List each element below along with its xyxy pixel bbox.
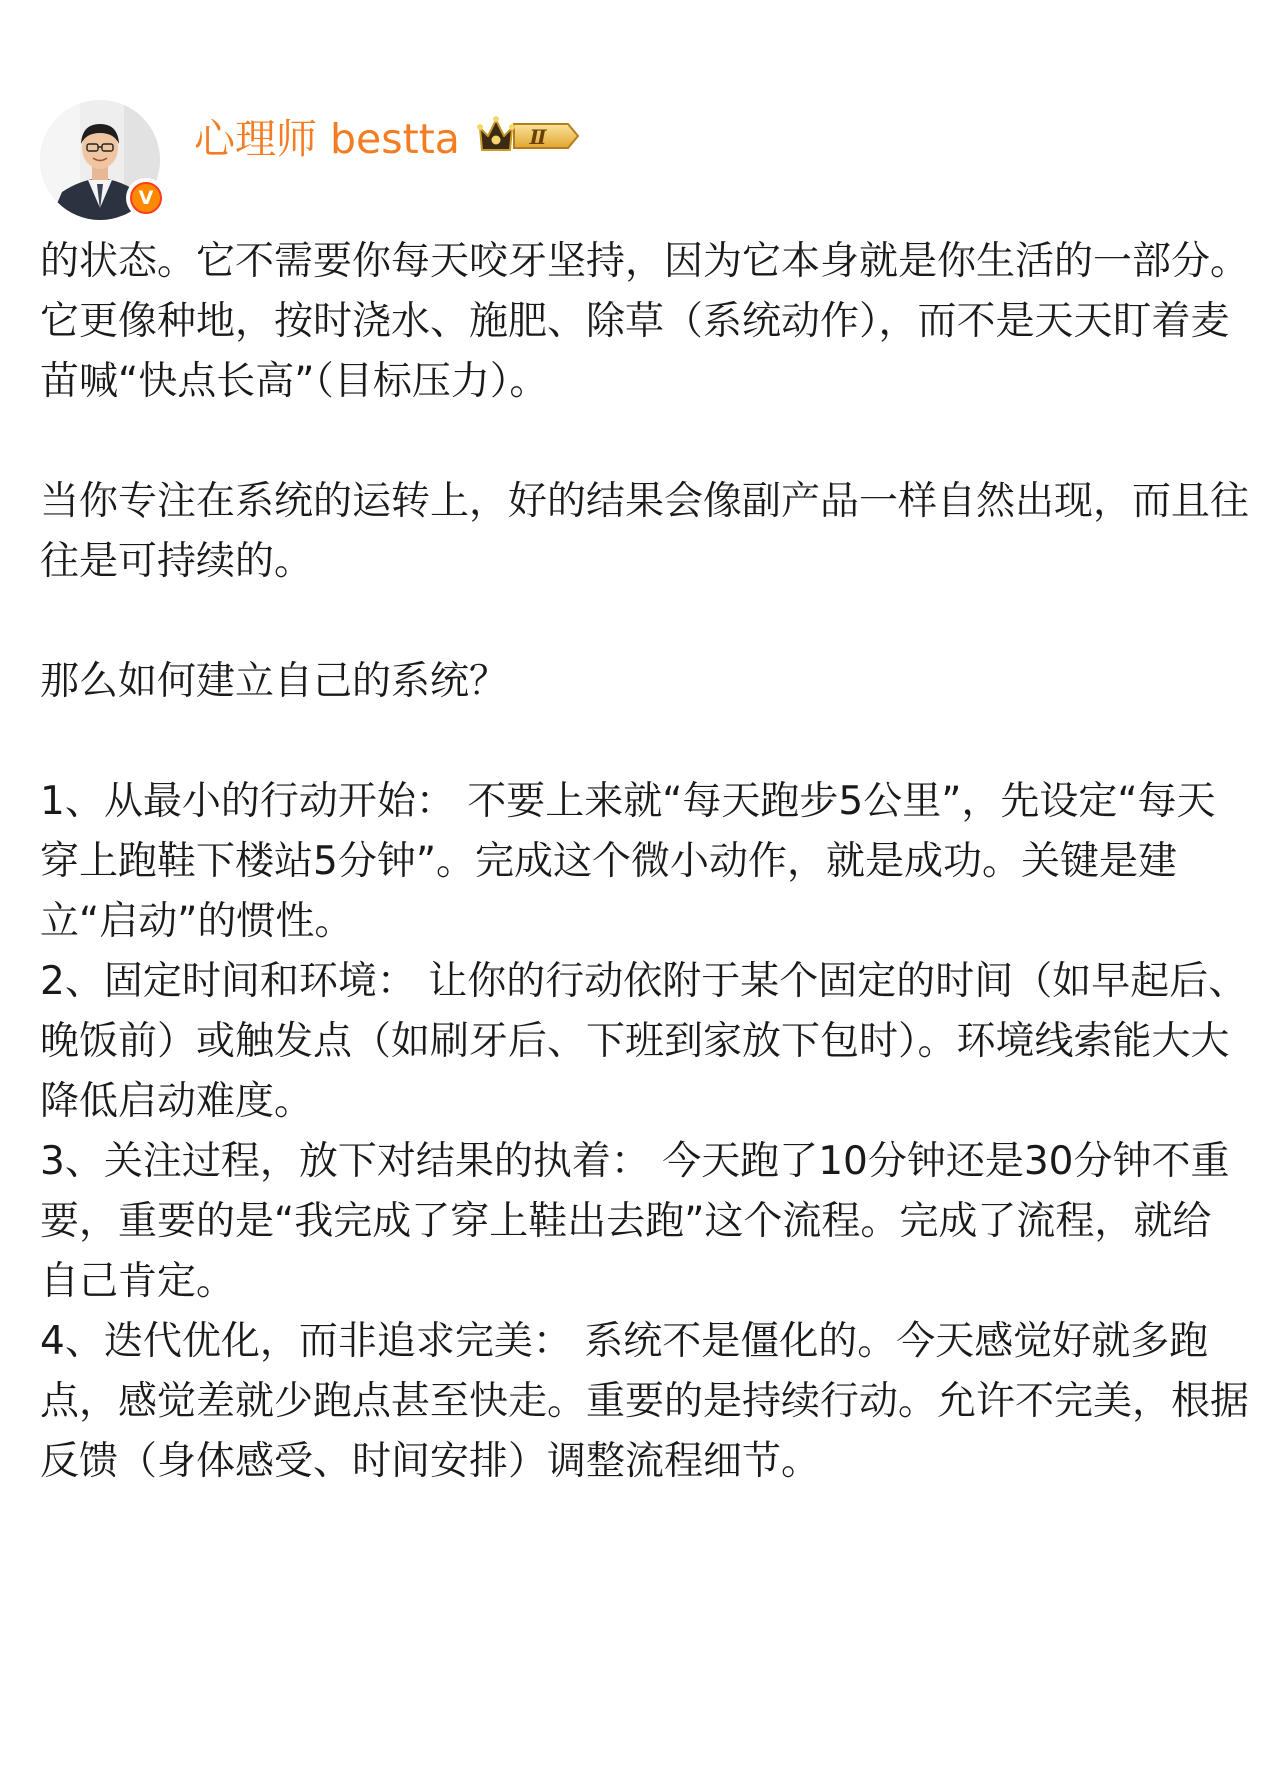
verified-badge-label: V — [130, 182, 162, 214]
level-badge: Ⅱ — [529, 124, 547, 149]
list-item: 2、固定时间和环境： 让你的行动依附于某个固定的时间（如早起后、晚饭前）或触发点（如刷牙后、下班到家放下包时）。环境线索能大大降低启动难度。 — [40, 959, 1248, 1124]
username-row — [194, 106, 580, 165]
list-item: 3、关注过程，放下对结果的执着： 今天跑了10分钟还是30分钟不重要，重要的是“我完成了穿上鞋出去跑”这个流程。完成了流程，就给自己肯定。 — [40, 1139, 1230, 1304]
verified-badge-icon — [126, 178, 166, 218]
vip-crown-icon[interactable] — [476, 114, 580, 158]
list-item: 4、迭代优化，而非追求完美： 系统不是僵化的。今天感觉好就多跑点，感觉差就少跑点甚至快走。重要的是持续行动。允许不完美，根据反馈（身体感受、时间安排）调整流程细节。 — [40, 1319, 1250, 1484]
post-header — [40, 96, 1240, 226]
list-item: 1、从最小的行动开始： 不要上来就“每天跑步5公里”，先设定“每天穿上跑鞋下楼站5分钟”。完成这个微小动作，就是成功。关键是建立“启动”的惯性。 — [40, 779, 1216, 944]
post-paragraph: 当你专注在系统的运转上，好的结果会像副产品一样自然出现，而且往往是可持续的。 — [40, 479, 1250, 584]
post-paragraph: 的状态。它不需要你每天咬牙坚持，因为它本身就是你生活的一部分。它更像种地，按时浇水、施肥、除草（系统动作），而不是天天盯着麦苗喊“快点长高”（目标压力）。 — [40, 239, 1250, 404]
username[interactable]: 心理师 bestta — [194, 115, 460, 163]
post-paragraph: 那么如何建立自己的系统？ — [40, 659, 509, 704]
avatar[interactable] — [40, 100, 160, 220]
post-content — [40, 232, 1250, 1492]
